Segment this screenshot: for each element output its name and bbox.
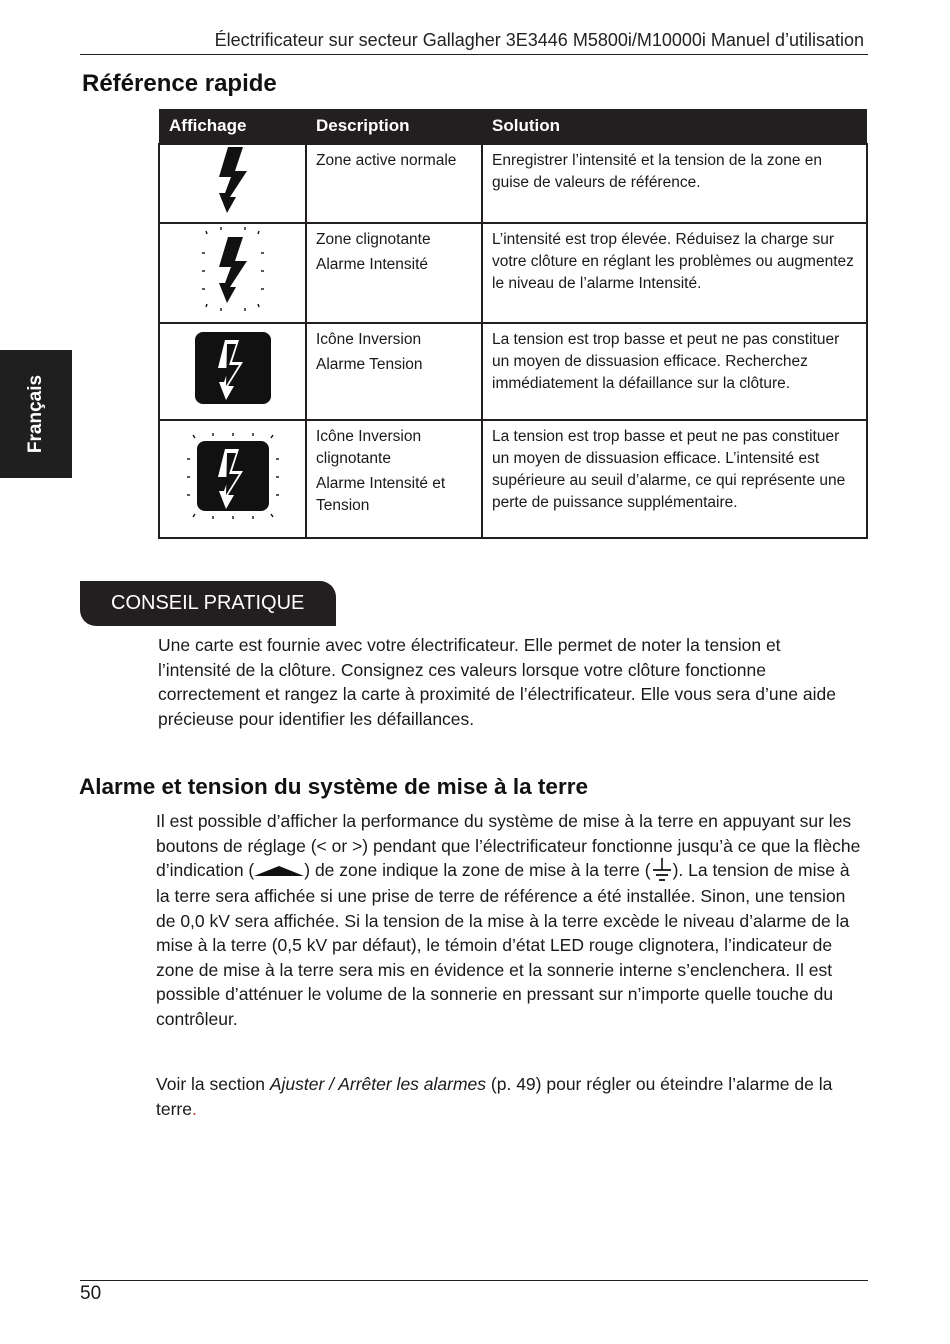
table-row bbox=[159, 144, 867, 223]
table-cell-solution: Enregistrer l’intensité et la tension de la zone en guise de valeurs de référence. bbox=[482, 144, 867, 223]
section-title-quick-reference: Référence rapide bbox=[82, 70, 277, 97]
lightning-bolt-icon bbox=[213, 145, 253, 215]
table-cell-icon bbox=[159, 144, 306, 223]
table-cell-icon bbox=[159, 323, 306, 420]
table-row bbox=[159, 223, 867, 323]
cross-reference-title: Ajuster / Arrêter les alarmes bbox=[269, 1074, 487, 1094]
table-cell-solution: La tension est trop basse et peut ne pas constituer un moyen de dissuasion efficace. L’intensité est supérieure au seuil d’alarme, ce qui représente une perte de puissance supplémentaire. bbox=[482, 420, 867, 538]
table-header-row bbox=[159, 109, 867, 144]
table-cell-icon bbox=[159, 420, 306, 538]
table-header-solution: Solution bbox=[482, 109, 867, 144]
flashing-inverted-lightning-bolt-icon bbox=[185, 431, 281, 521]
cross-reference-paragraph: Voir la section Ajuster / Arrêter les alarmes (p. 49) pour régler ou éteindre l’alarme de la terre. bbox=[156, 1074, 833, 1119]
table-cell-description: Zone active normale bbox=[306, 144, 482, 223]
earth-alarm-paragraph: Il est possible d’afficher la performance du système de mise à la terre en appuyant sur les boutons de réglage (< or >) pendant que l’électrificateur fonctionne jusqu’à ce que la flèche d’indication ( ) de zone indique la zone de mise à la terre ( ). La tension de mise à la terre sera affichée si une prise de terre de référence a été installée. Sinon, une tension de 0,0 kV sera affichée. Si la tension de la mise à la terre excède le niveau d’alarme de la mise à la terre (0,5 kV par défaut), le témoin d’état LED rouge clignotera, l’indicateur de zone de mise à la terre sera mis en évidence et la sonnerie interne s’enclenchera. Il est possible d’atténuer le volume de la sonnerie en pressant sur n’importe quelle touche du contrôleur. bbox=[156, 811, 861, 1029]
footer-divider bbox=[80, 1280, 868, 1281]
page-number: 50 bbox=[80, 1283, 102, 1304]
practical-tip-text: Une carte est fournie avec votre électrificateur. Elle permet de noter la tension et l’intensité de la clôture. Consignez ces valeurs lorsque votre clôture fonctionne correctement et rangez la carte à proximité de l’électrificateur. Elle vous sera d’une aide précieuse pour identifier les défaillances. bbox=[158, 635, 836, 729]
inverted-lightning-bolt-icon bbox=[193, 330, 273, 406]
side-tab-label: Français bbox=[25, 374, 46, 454]
table-cell-description: Zone clignotante Alarme Intensité bbox=[306, 223, 482, 323]
table-row bbox=[159, 323, 867, 420]
flashing-lightning-bolt-icon bbox=[198, 225, 268, 315]
table-cell-icon bbox=[159, 223, 306, 323]
table-row bbox=[159, 420, 867, 538]
section-title-earth-alarm: Alarme et tension du système de mise à la terre bbox=[79, 774, 588, 799]
header-divider bbox=[80, 54, 868, 55]
running-header: Électrificateur sur secteur Gallagher 3E3446 M5800i/M10000i Manuel d’utilisation bbox=[214, 30, 864, 50]
table-header-display: Affichage bbox=[159, 109, 306, 144]
practical-tip-label: CONSEIL PRATIQUE bbox=[80, 581, 336, 626]
zone-indicator-arrow-icon bbox=[254, 864, 304, 878]
table-cell-description: Icône Inversion Alarme Tension bbox=[306, 323, 482, 420]
language-side-tab bbox=[0, 350, 72, 478]
table-header-description: Description bbox=[306, 109, 482, 144]
table-cell-solution: L’intensité est trop élevée. Réduisez la charge sur votre clôture en réglant les problèmes ou augmentez le niveau de l’alarme Intensité. bbox=[482, 223, 867, 323]
table-cell-solution: La tension est trop basse et peut ne pas constituer un moyen de dissuasion efficace. Recherchez immédiatement la défaillance sur la clôture. bbox=[482, 323, 867, 420]
table-cell-description: Icône Inversion clignotante Alarme Intensité et Tension bbox=[306, 420, 482, 538]
quick-reference-table bbox=[158, 109, 868, 539]
earth-ground-icon bbox=[651, 858, 673, 884]
